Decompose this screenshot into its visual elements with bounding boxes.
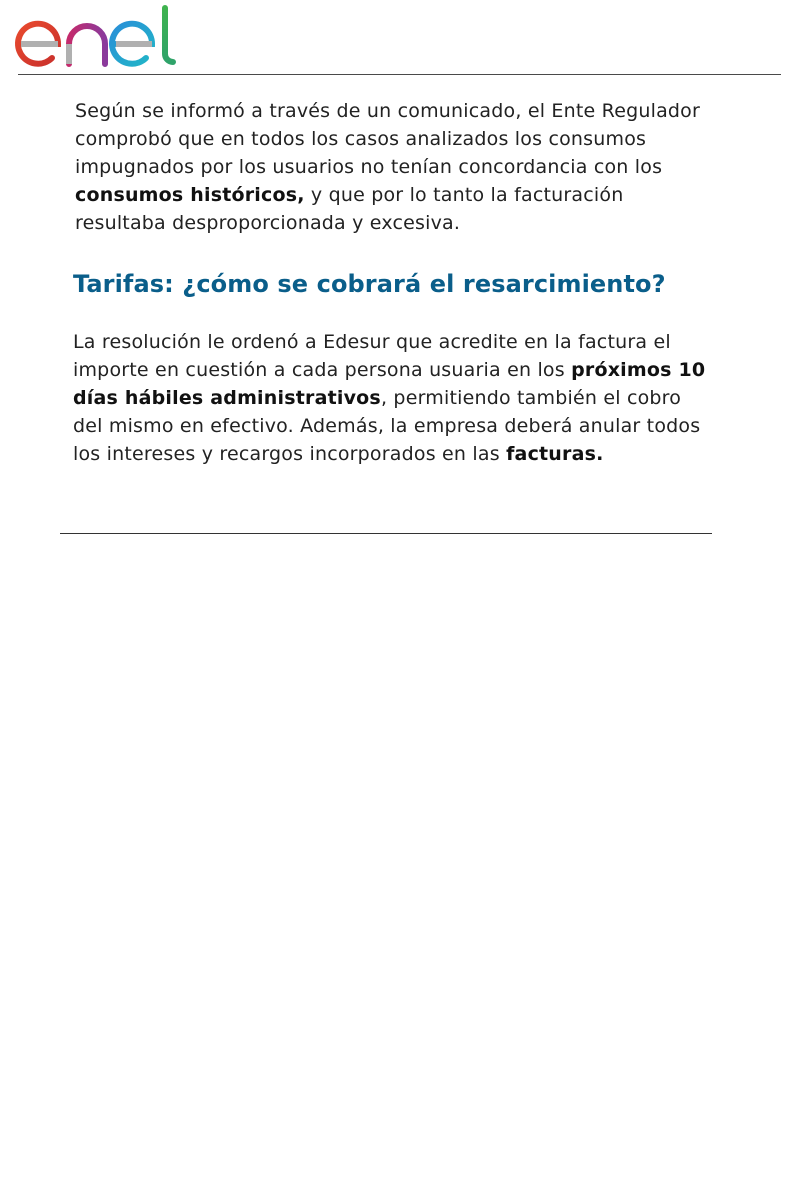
paragraph-text: La resolución le ordenó a Edesur que acredite en la factura el importe en cuestión a cada persona usuaria en los — [73, 331, 671, 381]
enel-logo-graphic — [14, 4, 184, 70]
article-paragraph — [75, 97, 715, 237]
content-divider — [60, 533, 712, 534]
paragraph-text: y que por lo tanto la facturación resultaba desproporcionada y excesiva. — [75, 184, 624, 234]
paragraph-text: , permitiendo también el cobro del mismo en efectivo. Además, la empresa deberá anular todos los intereses y recargos incorporados en las — [73, 387, 701, 465]
section-heading: Tarifas: ¿cómo se cobrará el resarcimiento? — [73, 270, 666, 298]
bold-text: facturas. — [506, 443, 604, 465]
enel-logo[interactable] — [14, 4, 184, 70]
bold-text: consumos históricos, — [75, 184, 305, 206]
header-divider — [18, 74, 781, 75]
paragraph-text: Según se informó a través de un comunicado, el Ente Regulador comprobó que en todos los casos analizados los consumos impugnados por los usuarios no tenían concordancia con los — [75, 100, 701, 178]
bold-text: próximos 10 días hábiles administrativos — [73, 359, 706, 409]
article-paragraph — [73, 328, 713, 468]
